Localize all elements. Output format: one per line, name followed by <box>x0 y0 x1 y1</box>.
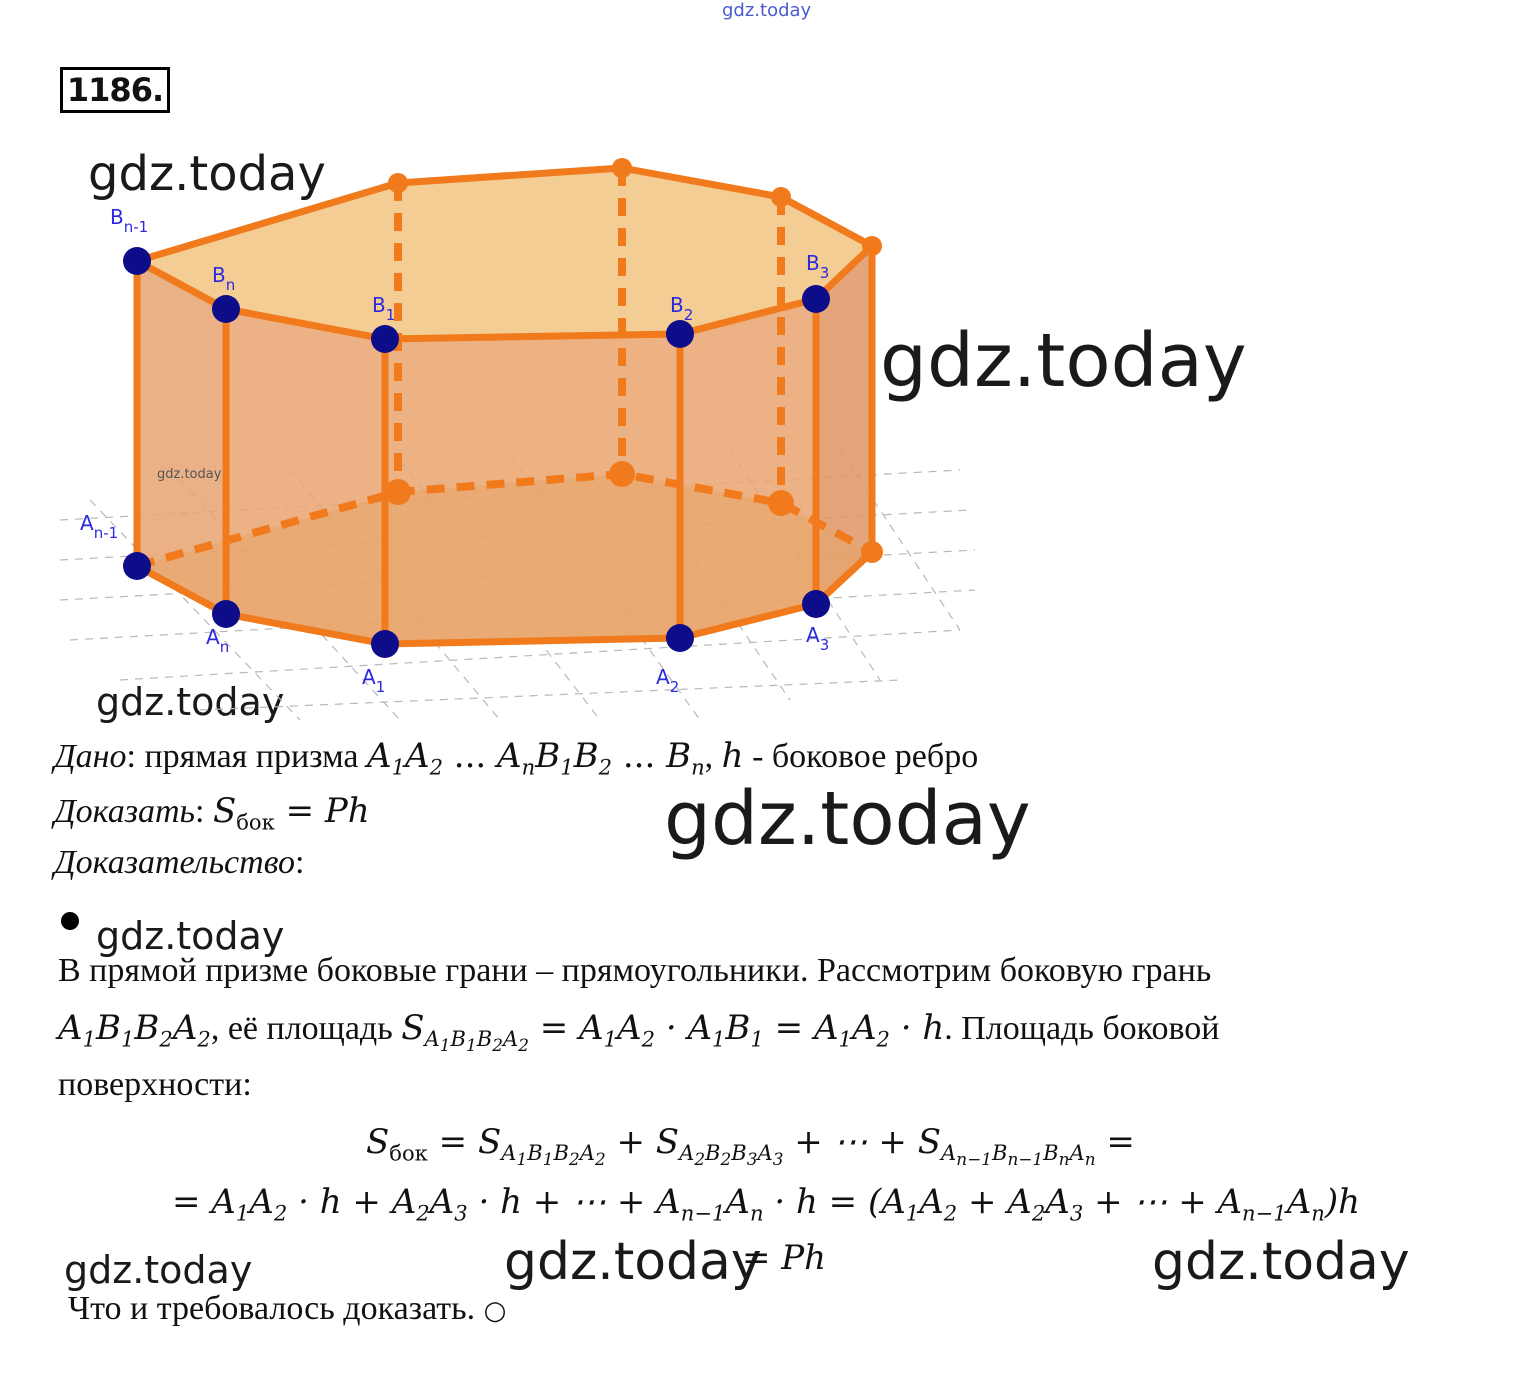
watermark: gdz.today <box>504 1232 762 1292</box>
given-prism: $A_1A_2$ ... $A_nB_1B_2$ ... $B_n$ <box>367 736 705 780</box>
watermark: gdz.today <box>88 146 326 202</box>
body-line-2: $A_1B_1B_2A_2$, её площадь $S_{A_1B_1B_2A_2} = A_1A_2 \cdot A_1B_1 = A_1A_2 \cdot h$. Площадь боковой <box>58 1008 1220 1056</box>
watermark-top: gdz.today <box>722 0 812 21</box>
watermark: gdz.today <box>64 1248 253 1292</box>
body-line-1: В прямой призме боковые грани – прямоугольники. Рассмотрим боковую грань <box>58 952 1212 989</box>
proof-label: Доказательство <box>54 844 296 881</box>
vertex-label-A1: $A_1$ <box>362 665 386 696</box>
prism-figure <box>50 150 990 730</box>
vertex-label-A2: $A_2$ <box>656 665 680 696</box>
figure-watermark: gdz.today <box>157 467 222 482</box>
proof-line: Доказательство: <box>54 844 305 881</box>
formula-line-2: = $A_1A_2 \cdot h + A_2A_3 \cdot h$ + ⋯ + $A_{n-1}A_n \cdot h = (A_1A_2 + A_2A_3$ + ⋯ + $A_{n-1}A_n)h$ <box>172 1182 1361 1226</box>
watermark: gdz.today <box>880 318 1247 404</box>
bullet <box>61 912 79 930</box>
vertex-label-B3: $B_3$ <box>806 251 830 282</box>
vertex-label-An: $A_n$ <box>206 625 230 656</box>
vertex-label-Bn-1: $B_{n-1}$ <box>110 205 149 236</box>
vertex-label-Bn: $B_n$ <box>212 263 236 294</box>
watermark: gdz.today <box>96 914 285 958</box>
vertex-label-An-1: $A_{n-1}$ <box>80 511 119 542</box>
watermark: gdz.today <box>96 680 285 724</box>
formula-line-1: $S_{бок} = S_{A_1B_1B_2A_2} + S_{A_2B_2B_3A_3}$ + ⋯ + $S_{A_{n-1}B_{n-1}B_nA_n}$ = <box>366 1122 1135 1170</box>
problem-number: 1186. <box>60 67 170 113</box>
conclusion-line: Что и требовалось доказать. ○ <box>68 1290 507 1327</box>
watermark: gdz.today <box>664 776 1031 862</box>
conclusion-text: Что и требовалось доказать. <box>68 1290 476 1327</box>
vertex-label-A3: $A_3$ <box>806 623 830 654</box>
given-prefix: : прямая призма <box>126 738 368 775</box>
watermark: gdz.today <box>1152 1232 1410 1292</box>
vertex-label-B2: $B_2$ <box>670 293 694 324</box>
prove-line: Доказать: $S_{бок} = Ph$ <box>54 791 370 835</box>
given-line <box>54 736 978 779</box>
vertex-label-B1: $B_1$ <box>372 293 396 324</box>
formula-line-3: = Ph <box>742 1238 827 1278</box>
prove-label: Доказать <box>54 793 195 830</box>
given-label: Дано <box>54 738 127 775</box>
body-line-3: поверхности: <box>58 1066 252 1103</box>
given-suffix: , h - боковое ребро <box>704 736 979 776</box>
prove-formula: $S_{бок} = Ph$ <box>212 791 370 835</box>
